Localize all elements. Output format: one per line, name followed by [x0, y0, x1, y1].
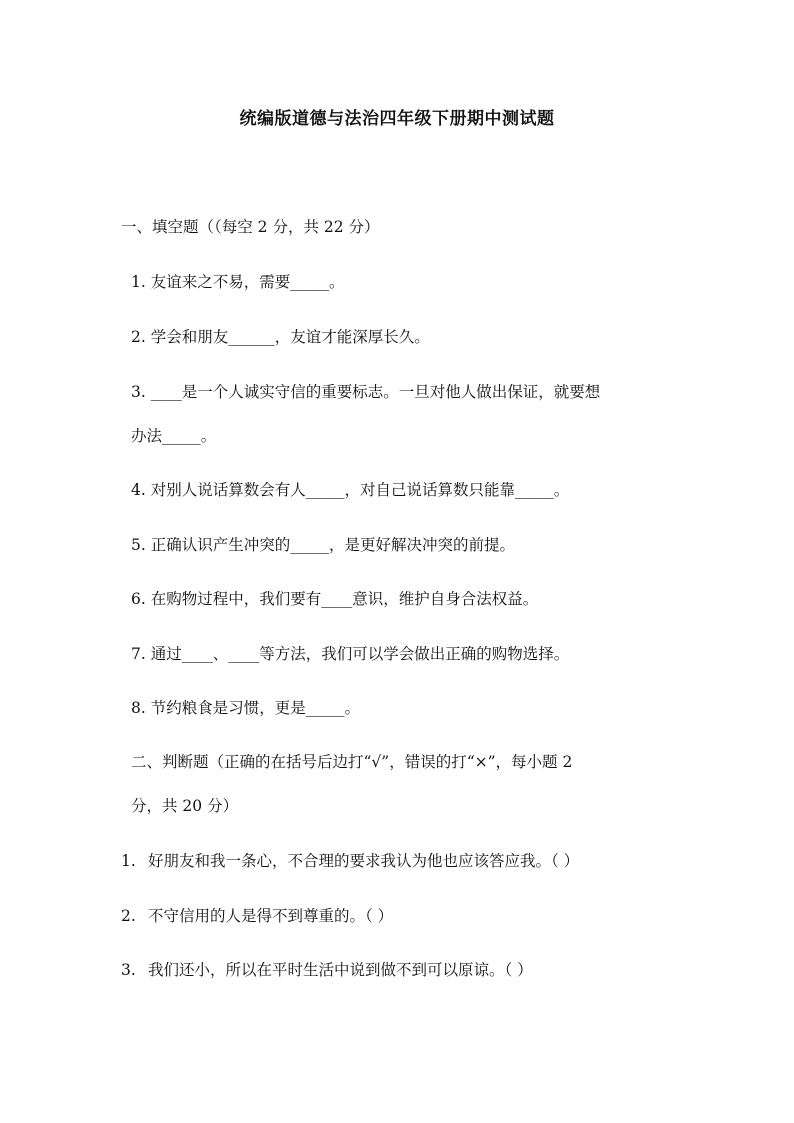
section2-heading: 二、判断题（正确的在括号后边打“√”，错误的打“×”，每小题 2: [131, 753, 573, 771]
fill-item-7: 7. 通过____、____等方法，我们可以学会做出正确的购物选择。: [131, 645, 570, 663]
fill-item-3: 3. ____是一个人诚实守信的重要标志。一旦对他人做出保证，就要想: [131, 383, 601, 401]
page-title: 统编版道德与法治四年级下册期中测试题: [239, 109, 555, 129]
judge-item-2: [121, 906, 393, 926]
judge-item-text: 好朋友和我一条心，不合理的要求我认为他也应该答应我。（ ）: [148, 852, 580, 870]
judge-item-text: 不守信用的人是得不到尊重的。（ ）: [148, 907, 394, 925]
judge-item-number: 1.: [121, 852, 136, 870]
judge-item-number: 2.: [121, 907, 136, 925]
fill-item-5: 5. 正确认识产生冲突的_____，是更好解决冲突的前提。: [131, 536, 515, 554]
section1-heading: 一、填空题（（每空 2 分，共 22 分）: [121, 218, 380, 236]
fill-item-8: 8. 节约粮食是习惯，更是_____。: [131, 699, 360, 717]
fill-item-1: 1. 友谊来之不易，需要_____。: [131, 273, 345, 291]
fill-item-2: 2. 学会和朋友______，友谊才能深厚长久。: [131, 328, 430, 346]
fill-item-6: 6. 在购物过程中，我们要有____意识，维护自身合法权益。: [131, 590, 539, 608]
judge-item-text: 我们还小，所以在平时生活中说到做不到可以原谅。（ ）: [148, 961, 533, 979]
fill-item-3-continued: 办法_____。: [131, 427, 217, 445]
section2-heading-continued: 分，共 20 分）: [131, 797, 239, 815]
judge-item-3: [121, 960, 533, 980]
fill-item-4: 4. 对别人说话算数会有人_____，对自己说话算数只能靠_____。: [131, 481, 570, 499]
judge-item-number: 3.: [121, 961, 136, 979]
judge-item-1: [121, 851, 579, 871]
